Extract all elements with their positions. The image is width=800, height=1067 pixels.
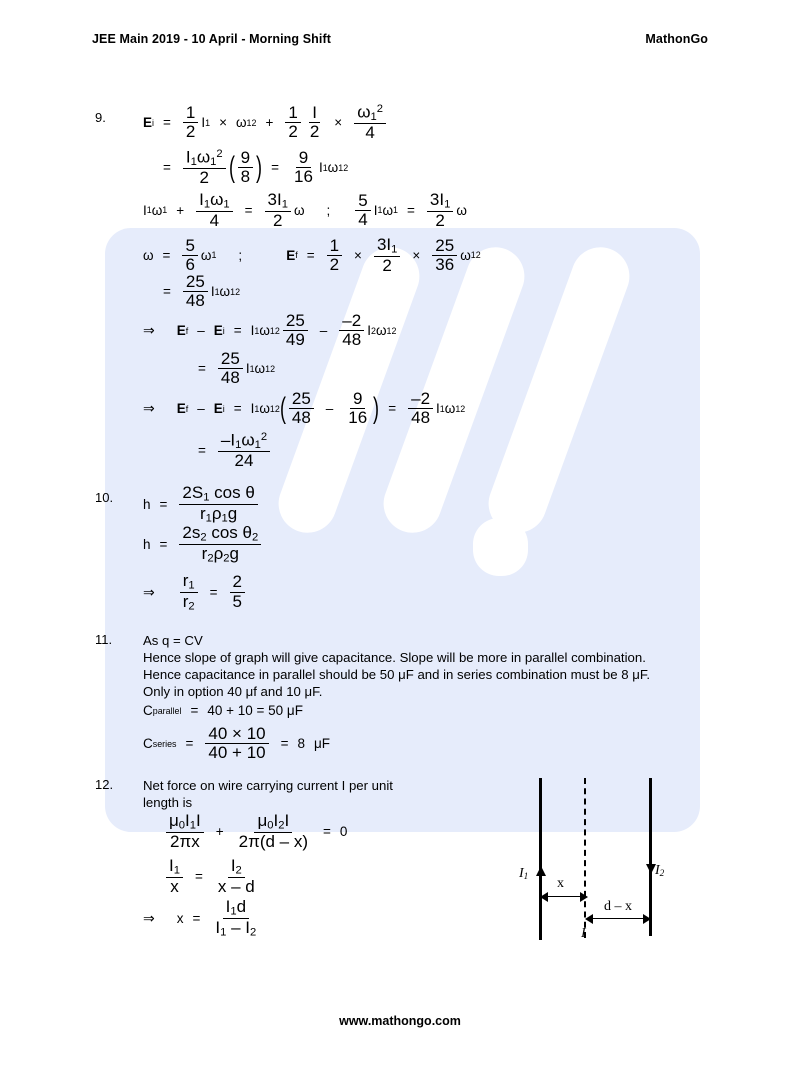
q11-equation-parallel: C parallel = 40 + 10 = 50 μF	[143, 703, 303, 718]
q9-line-4: ω = $\frac{5}{6}$ ω 1 ; E f = $\frac{1}{2}$ × $\frac{3I_1}{2}$ × $\frac{25}{36}$ ω 1 2	[143, 235, 481, 275]
q12-text-line-2: length is	[143, 795, 193, 810]
q12-equation-3: ⇒ x = $\frac{I_1d}{I_1 - I_2}$	[143, 897, 257, 939]
q11-text-line-4: Only in option 40 μf and 10 μF.	[143, 684, 323, 699]
q9-line-6: ⇒ E f – E i = I 1 ω 1 2 $\frac{25}{49}$ – $\frac{-2}{48}$ I 2 ω 1 2	[143, 311, 397, 350]
header-exam-title: JEE Main 2019 - 10 April - Morning Shift	[92, 32, 331, 46]
q11-text-line-3: Hence capacitance in parallel should be 50 μF and in series combination must be 8 μF.	[143, 667, 651, 682]
dimension-arrow-dx-left-icon	[585, 914, 593, 924]
question-9-number: 9.	[95, 110, 106, 125]
q12-text-line-1: Net force on wire carrying current I per unit	[143, 778, 393, 793]
wire-left	[539, 778, 542, 940]
dimension-arrow-dx-right-icon	[643, 914, 651, 924]
question-11-number: 11.	[95, 632, 113, 647]
question-12-number: 12.	[95, 777, 114, 792]
label-current-I-middle: I	[581, 926, 586, 941]
q9-line-3: I 1 ω 1 + $\frac{I_1\omega_1}{4}$ = $\frac{3I_1}{2}$ ω ; $\frac{5}{4}$ I 1 ω 1 = $\frac{3I_1}{2}$ ω	[143, 190, 467, 230]
footer-url: www.mathongo.com	[339, 1014, 461, 1028]
page-footer	[0, 1014, 800, 1028]
dimension-arrow-x-left-icon	[540, 892, 548, 902]
q9-line-9: = $\frac{-I_1\omega_1^2}{24}$	[198, 431, 273, 471]
label-current-I2: $I_2$	[655, 863, 665, 879]
q10-line-3: ⇒ $\frac{r_1}{r_2}$ = $\frac{2}{5}$	[143, 572, 248, 612]
q10-line-1: h = $\frac{2S_1 \cos \theta}{r_1\rho_1g}$	[143, 484, 261, 524]
header-brand: MathonGo	[645, 32, 708, 46]
q9-line-5: = $\frac{25}{48}$ I 1 ω 1 2	[163, 272, 241, 311]
current-arrow-down-icon	[646, 864, 656, 874]
q12-equation-2: $\frac{I_1}{x}$ = $\frac{I_2}{x - d}$	[163, 857, 261, 896]
q11-equation-series: C series = $\frac{40 \times 10}{40 + 10}$ = 8 μF	[143, 724, 331, 763]
dimension-line-x	[543, 896, 585, 897]
label-current-I1: $I_1$	[519, 866, 529, 882]
label-distance-x: x	[557, 876, 564, 891]
q9-line-8: ⇒ E f – E i = I 1 ω 1 2 ( $\frac{25}{48}$ – $\frac{9}{16}$ ) = $\frac{-2}{48}$ I 1 ω 1 2	[143, 389, 466, 428]
label-distance-d-minus-x: d – x	[604, 899, 632, 914]
q9-line-7: = $\frac{25}{48}$ I 1 ω 1 2	[198, 349, 276, 388]
q9-line-2: = $\frac{I_1\omega_1^2}{2}$ ( $\frac{9}{8}$ ) = $\frac{9}{16}$ I 1 ω 1 2	[163, 147, 349, 188]
q12-equation-1: $\frac{\mu_0I_1I}{2\pi x}$ + $\frac{\mu_0I_2I}{2\pi(d - x)}$ = 0	[163, 812, 347, 851]
wire-right	[649, 778, 652, 936]
q10-line-2: h = $\frac{2s_2 \cos \theta_2}{r_2\rho_2g}$	[143, 524, 264, 564]
question-10-number: 10.	[95, 490, 114, 505]
q9-line-1: E i = $\frac{1}{2}$ I 1 × ω 1 2 + $\frac{1}{2}$ $\frac{I}{2}$ × $\frac{\omega_1^2}{4}$	[143, 103, 389, 143]
current-arrow-up-icon	[536, 866, 546, 876]
dimension-line-dx	[588, 918, 650, 919]
three-parallel-wires-diagram	[497, 778, 677, 950]
q11-text-line-2: Hence slope of graph will give capacitance. Slope will be more in parallel combination.	[143, 650, 646, 665]
dimension-arrow-x-right-icon	[580, 892, 588, 902]
q11-text-line-1: As q = CV	[143, 633, 203, 648]
